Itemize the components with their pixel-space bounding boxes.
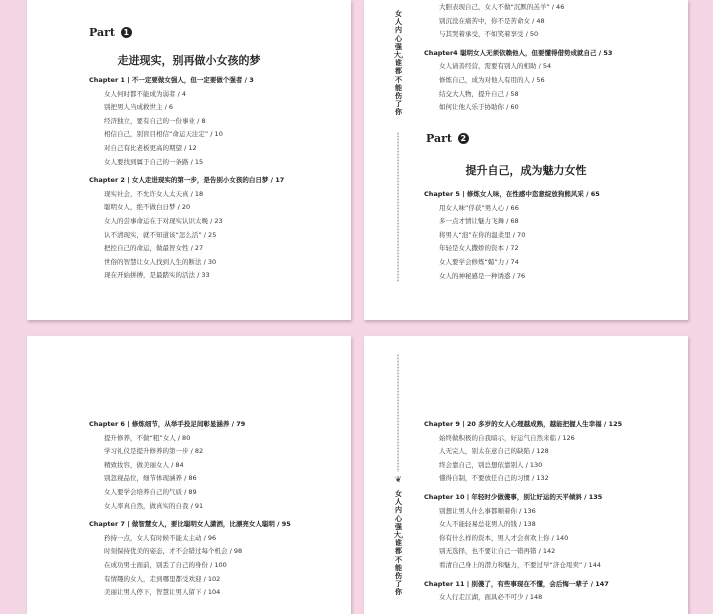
- toc-section-entry: 女人的神秘感是一种诱惑 / 76: [439, 271, 526, 280]
- toc-section-entry: 现在开始拼搏，是最踏实的活法 / 33: [104, 271, 210, 280]
- toc-section-entry: 时刻保持优美的姿态，才不会错过每个机会 / 98: [104, 547, 243, 556]
- toc-chapter-entry: Chapter4 聪明女人无须依赖他人，但要懂得借势成就自己 / 53: [424, 48, 613, 57]
- leaf-icon: ❦: [395, 475, 402, 484]
- toc-section-entry: 女人的尝事命运在于对现实认识太晚 / 23: [104, 217, 223, 225]
- part-number-badge: 2: [458, 133, 469, 144]
- toc-section-entry: 女人要学会修炼“媚”力 / 74: [439, 258, 519, 266]
- toc-section-entry: 别想让男人什么事都顺着你 / 136: [439, 506, 536, 515]
- toc-section-entry: 世俗的智慧让女人找到人生的断法 / 30: [104, 257, 217, 266]
- toc-section-entry: 美丽让男人停下，智慧让男人留下 / 104: [104, 588, 221, 597]
- toc-section-entry: 有情趣的女人，走到哪里都受欢迎 / 102: [104, 574, 221, 583]
- toc-section-entry: 女人率真自然，做真实的自我 / 91: [104, 501, 204, 510]
- toc-section-entry: 对自己有比老板更高的期望 / 12: [104, 144, 197, 152]
- spine-dots: [397, 132, 399, 282]
- toc-section-entry: 将男人“泡”在你的温柔里 / 70: [439, 230, 526, 239]
- book-page-4: [364, 336, 688, 614]
- toc-section-entry: 矜持一点，女人有时候不能太主动 / 96: [104, 533, 217, 542]
- toc-section-entry: 看清自己身上的潜力和魅力，不要过早“济仓甩卖” / 144: [439, 561, 601, 569]
- toc-section-entry: 相信自己，别盲目相信“命运天注定” / 10: [104, 130, 223, 139]
- toc-section-entry: 现实社会，不允许女人太天真 / 18: [104, 189, 204, 198]
- toc-section-entry: 别忽视品位，细节体现涵养 / 86: [104, 474, 197, 483]
- toc-section-entry: 学习礼仪是提升修养的第一步 / 82: [104, 447, 204, 456]
- toc-section-entry: 精致妆容，做美丽女人 / 84: [104, 460, 184, 469]
- toc-section-entry: 修炼自己，成为对他人有用的人 / 56: [439, 76, 545, 84]
- toc-section-entry: 经济独立，要有自己的一份事业 / 8: [104, 116, 206, 125]
- part-title: 提升自己，成为魅力女性: [465, 164, 587, 177]
- toc-chapter-entry: Chapter 1 | 不一定要做女强人，但一定要做个强者 / 3: [89, 76, 254, 84]
- spine-title: 女人内心强大，谁都不能伤了你: [394, 10, 408, 117]
- toc-chapter-entry: Chapter 9 | 20 多岁的女人心理越成熟，越能把握人生幸福 / 125: [424, 420, 623, 428]
- part-title: 走进现实，别再做小女孩的梦: [117, 54, 261, 67]
- toc-section-entry: 你有什么样的资本，男人才会喜欢上你 / 140: [439, 533, 569, 542]
- toc-section-entry: 把控自己的命运，做最智女性 / 27: [104, 244, 204, 253]
- toc-section-entry: 人无完人，别太在意自己的缺陷 / 128: [439, 447, 549, 456]
- toc-chapter-entry: Chapter 6 | 修炼细节，从举手投足间彰显涵养 / 79: [89, 420, 246, 428]
- toc-section-entry: 聪明女人，绝不做白日梦 / 20: [104, 203, 191, 212]
- book-page-1: [27, 0, 351, 320]
- toc-chapter-entry: Chapter 2 | 女人走进现实的第一步，是告别小女孩的白日梦 / 17: [89, 176, 285, 185]
- toc-section-entry: 多一点才情让魅力飞舞 / 68: [439, 217, 519, 226]
- toc-section-entry: 别沉没在痛苦中，你不是苦命女 / 48: [439, 16, 545, 25]
- toc-section-entry: 认不清现实，就不知道该“怎么活” / 25: [104, 230, 217, 239]
- toc-chapter-entry: Chapter 11 | 别傻了，有些事现在不懂，会后悔一辈子 / 147: [424, 579, 609, 588]
- toc-section-entry: 终会靠自己，别总想依靠别人 / 130: [439, 460, 543, 469]
- toc-section-entry: 与其哭着承受，不如笑着享受 / 50: [439, 30, 539, 39]
- toc-section-entry: 女人行走江湖，面具必不可少 / 148: [439, 593, 543, 602]
- toc-section-entry: 结交大人物，提升自己 / 58: [439, 89, 519, 98]
- part-heading: [89, 26, 132, 39]
- part-label: Part: [89, 26, 115, 39]
- part-label: Part: [426, 132, 452, 145]
- toc-section-entry: 别把男人当成救世主 / 6: [104, 103, 173, 112]
- toc-section-entry: 女人请善经营，需要有别人的相助 / 54: [439, 62, 552, 71]
- toc-chapter-entry: Chapter 5 | 修炼女人味，在性感中恣意绽放狗熊风采 / 65: [424, 190, 600, 198]
- toc-section-entry: 年轻是女人撒娇的资本 / 72: [439, 244, 519, 253]
- part-heading: [426, 132, 469, 145]
- toc-chapter-entry: Chapter 10 | 年轻时少做傻事，别让好运的天平倾斜 / 135: [424, 493, 603, 501]
- spine-title: 女人内心强大，谁都不能伤了你: [394, 490, 408, 597]
- part-number-badge: 1: [121, 27, 132, 38]
- toc-section-entry: 在成功男士面前，别丢了自己的身份 / 100: [104, 561, 227, 569]
- toc-section-entry: 女人要找到属于自己的一条路 / 15: [104, 157, 204, 166]
- toc-section-entry: 女人何时都不能成为弱者 / 4: [104, 89, 186, 98]
- toc-section-entry: 女人要学会培养自己的气质 / 89: [104, 488, 197, 496]
- toc-section-entry: 始终做积极的自我暗示，好运气自然来临 / 126: [439, 433, 575, 442]
- toc-section-entry: 大胆表现自己，女人不做“沉默的羔羊” / 46: [439, 3, 565, 11]
- toc-chapter-entry: Chapter 7 | 做智慧女人，要比聪明女人潇洒，比漂亮女人聪明 / 95: [89, 520, 291, 529]
- toc-section-entry: 用女人味“俘获”男人心 / 66: [439, 203, 519, 212]
- toc-section-entry: 女人不能轻易总花男人的钱 / 138: [439, 520, 536, 529]
- toc-section-entry: 别无选择，也不要让自己一错再错 / 142: [439, 547, 556, 556]
- toc-section-entry: 提升修养，不做“粗”女人 / 80: [104, 433, 191, 442]
- book-page-2: [364, 0, 688, 320]
- toc-section-entry: 如何让他人乐于协助你 / 60: [439, 103, 519, 112]
- toc-section-entry: 懂得自制，不要放任自己的习惯 / 132: [439, 474, 549, 483]
- book-page-3: [27, 336, 351, 614]
- spine-dots: [397, 354, 399, 472]
